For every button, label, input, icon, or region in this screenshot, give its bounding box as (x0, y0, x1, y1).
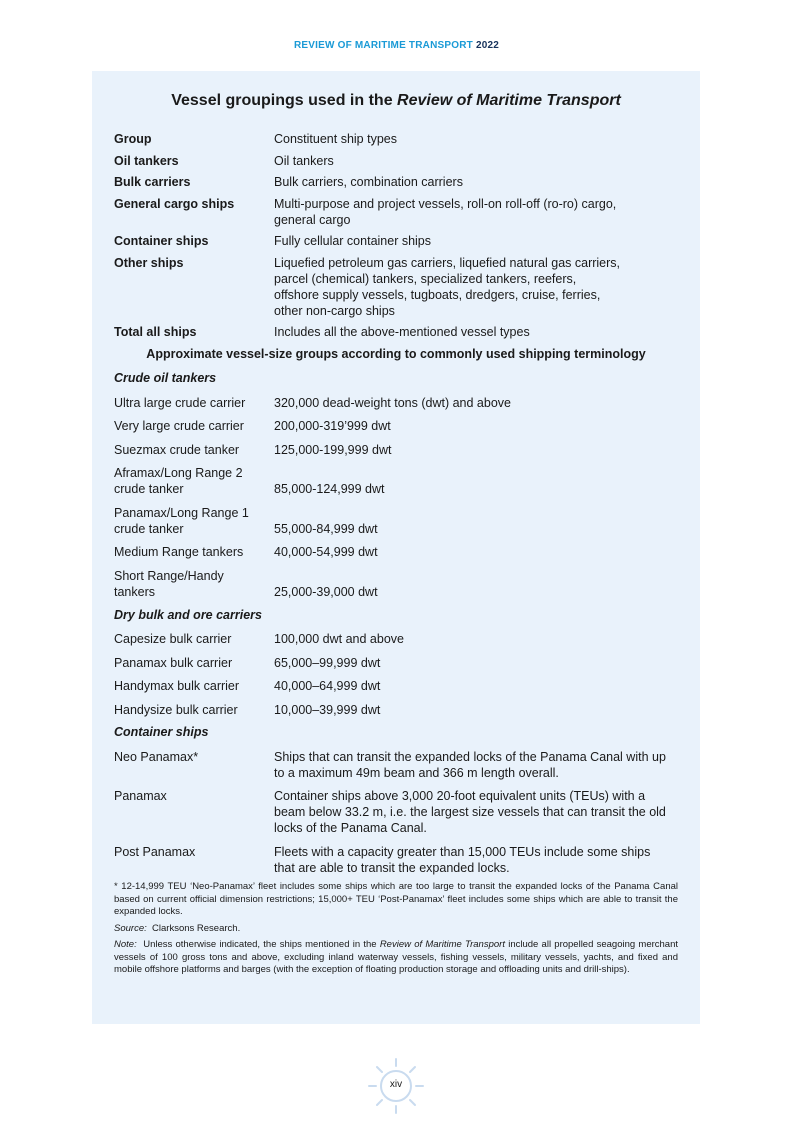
vessel-groups-table (114, 131, 674, 346)
vessel-size: 85,000-124,999 dwt (274, 482, 385, 496)
section-heading-dry-bulk: Dry bulk and ore carriers (114, 608, 262, 622)
vessel-size: 55,000-84,999 dwt (274, 522, 378, 536)
section-heading-crude: Crude oil tankers (114, 371, 217, 385)
group-header: Group (114, 132, 152, 146)
source-line: Source: Clarksons Research. (114, 922, 241, 934)
vessel-class: Suezmax crude tanker (114, 443, 240, 457)
running-header (0, 40, 793, 51)
group-name: Bulk carriers (114, 175, 191, 189)
vessel-size: Ships that can transit the expanded locks of the Panama Canal with up to a maximum 49m beam and 366 m length overall. (274, 750, 666, 780)
vessel-class: Handysize bulk carrier (114, 703, 238, 717)
section-heading-container: Container ships (114, 725, 209, 739)
vessel-class: Panamax/Long Range 1 crude tanker (114, 506, 249, 536)
vessel-class: Short Range/Handy tankers (114, 569, 224, 599)
group-types: Bulk carriers, combination carriers (274, 175, 463, 189)
group-types: Liquefied petroleum gas carriers, liquefied natural gas carriers, parcel (chemical) tankers, specialized tankers, reefers, offshore supply vessels, tugboats, dredgers, cruise, ferries, other non-cargo ships (274, 255, 621, 318)
footnote: * 12-14,999 TEU ‘Neo-Panamax’ fleet includes some ships which are too large to transit the expanded locks of the Panama Canal based on current official dimension restrictions; 15,000+ TEU ‘Post-Panamax’ fleet includes some ships which are able to transit the expanded locks. (114, 881, 678, 917)
group-name: Container ships (114, 234, 209, 248)
notes-block (114, 881, 678, 981)
group-name: Total all ships (114, 325, 197, 339)
group-name: Other ships (114, 255, 184, 270)
vessel-size: 200,000-319’999 dwt (274, 419, 391, 433)
vessel-class: Panamax bulk carrier (114, 656, 233, 670)
vessel-size: 320,000 dead-weight tons (dwt) and above (274, 396, 511, 410)
vessel-class: Very large crude carrier (114, 419, 244, 433)
vessel-size: Fleets with a capacity greater than 15,000 TEUs include some ships that are able to transit the expanded locks. (274, 845, 651, 875)
note-line: Note: Unless otherwise indicated, the ships mentioned in the Review of Maritime Transport include all propelled seagoing merchant vessels of 100 gross tons and above, excluding inland waterway vessels, fishing vessels, military vessels, yachts, and fixed and mobile offshore platforms and barges (with the exception of floating production storage and offloading units and drill-ships). (114, 939, 679, 975)
running-header-title: REVIEW OF MARITIME TRANSPORT (294, 40, 473, 51)
table-row (114, 131, 674, 153)
table-row (114, 153, 674, 175)
vessel-class: Panamax (114, 789, 167, 803)
page-number-badge (366, 1057, 426, 1115)
table-row (114, 255, 674, 325)
table-row (114, 196, 674, 234)
vessel-size: 125,000-199,999 dwt (274, 443, 392, 457)
vessel-class: Handymax bulk carrier (114, 679, 240, 693)
group-types: Fully cellular container ships (274, 234, 432, 248)
table-row (114, 324, 674, 346)
vessel-class: Post Panamax (114, 845, 196, 859)
vessel-size: 100,000 dwt and above (274, 632, 404, 646)
size-groups-title: Approximate vessel-size groups according to commonly used shipping terminology (146, 347, 646, 361)
vessel-class: Medium Range tankers (114, 545, 244, 559)
vessel-class: Ultra large crude carrier (114, 396, 246, 410)
vessel-groupings-box (92, 71, 700, 1024)
vessel-size: 25,000-39,000 dwt (274, 585, 378, 599)
box-title: Vessel groupings used in the Review of Maritime Transport (171, 92, 621, 109)
group-types: Oil tankers (274, 153, 334, 168)
types-header: Constituent ship types (274, 132, 397, 146)
vessel-class: Neo Panamax* (114, 750, 199, 764)
group-types: Includes all the above-mentioned vessel types (274, 325, 530, 339)
table-row (114, 233, 674, 255)
running-header-year: 2022 (475, 40, 499, 51)
vessel-size: 40,000-54,999 dwt (274, 545, 378, 559)
group-name: Oil tankers (114, 153, 179, 168)
vessel-size: 65,000–99,999 dwt (274, 656, 381, 670)
vessel-size: 10,000–39,999 dwt (274, 703, 381, 717)
vessel-class: Capesize bulk carrier (114, 632, 232, 646)
page-number: xiv (389, 1079, 403, 1090)
group-name: General cargo ships (114, 196, 235, 211)
table-row (114, 174, 674, 196)
vessel-size: Container ships above 3,000 20-foot equivalent units (TEUs) with a beam below 33.2 m, i.e. the largest size vessels that can transit the old locks of the Panama Canal. (274, 789, 666, 835)
vessel-class: Aframax/Long Range 2 crude tanker (114, 466, 243, 496)
vessel-size: 40,000–64,999 dwt (274, 679, 381, 693)
group-types: Multi-purpose and project vessels, roll-on roll-off (ro-ro) cargo, general cargo (274, 196, 617, 227)
